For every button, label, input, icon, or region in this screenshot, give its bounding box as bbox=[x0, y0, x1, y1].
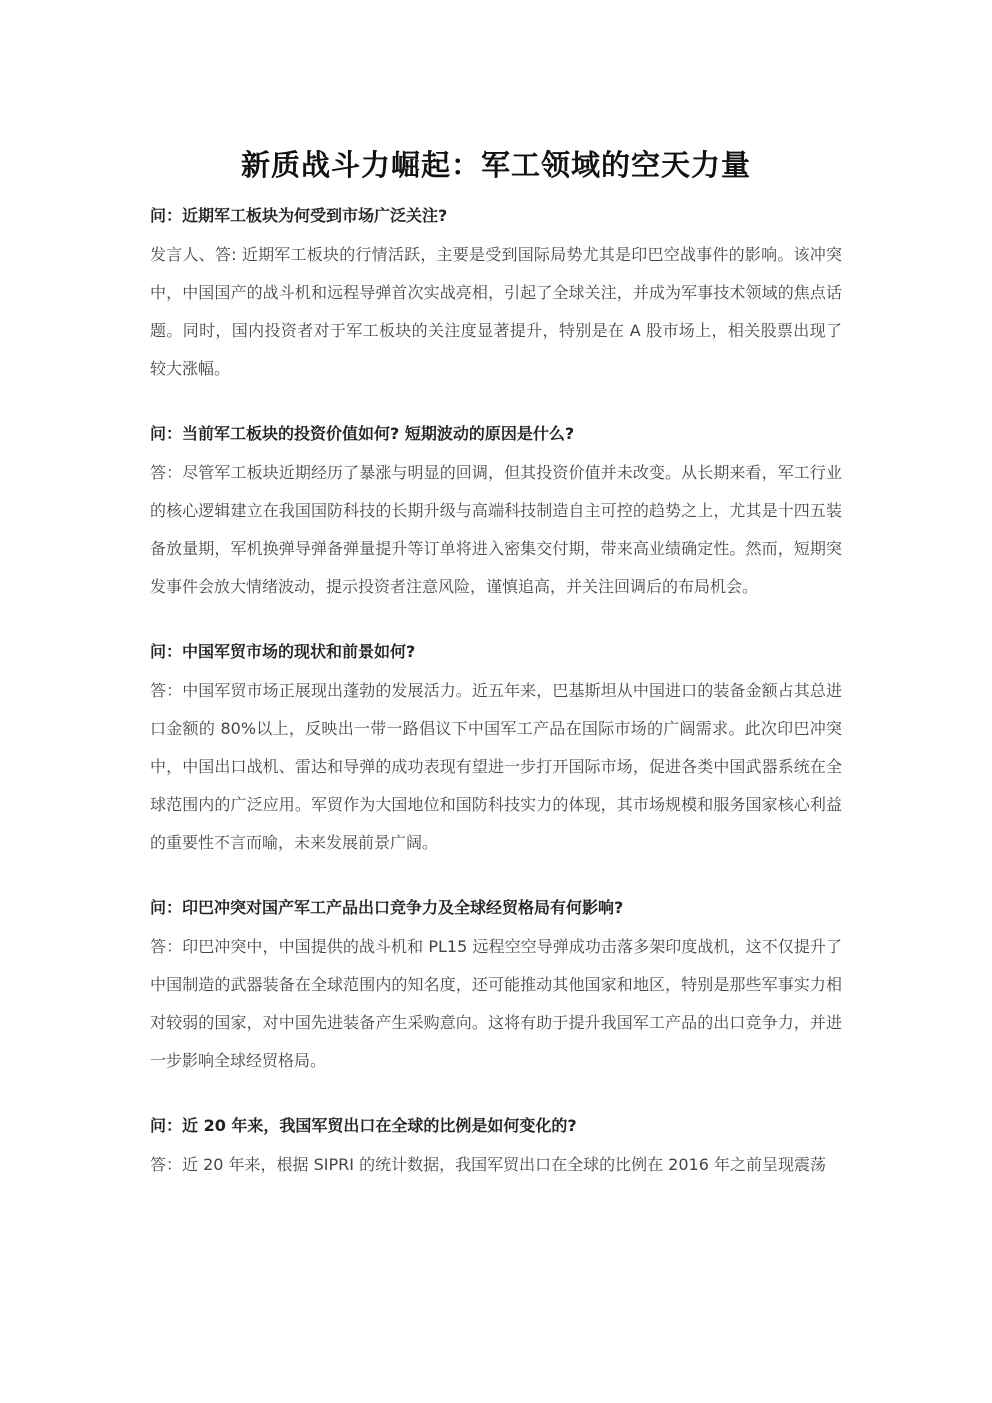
answer-text: 答：印巴冲突中，中国提供的战斗机和 PL15 远程空空导弹成功击落多架印度战机，这不仅提升了中国制造的武器装备在全球范围内的知名度，还可能推动其他国家和地区，特别是那些军事实力相对较弱的国家，对中国先进装备产生采购意向。这将有助于提升我国军工产品的出口竞争力，并进一步影响全球经贸格局。 bbox=[150, 937, 842, 1070]
question-text: 问：印巴冲突对国产军工产品出口竞争力及全球经贸格局有何影响? bbox=[150, 898, 624, 917]
question-text: 问：近 20 年来，我国军贸出口在全球的比例是如何变化的? bbox=[150, 1116, 577, 1135]
document-title: 新质战斗力崛起：军工领域的空天力量 bbox=[240, 148, 751, 182]
qa-item bbox=[150, 420, 842, 606]
answer-text: 发言人、答: 近期军工板块的行情活跃，主要是受到国际局势尤其是印巴空战事件的影响。该冲突中，中国国产的战斗机和远程导弹首次实战亮相，引起了全球关注，并成为军事技术领域的焦点话题。同时，国内投资者对于军工板块的关注度显著提升，特别是在 A 股市场上，相关股票出现了较大涨幅。 bbox=[150, 245, 842, 378]
question-text: 问：中国军贸市场的现状和前景如何? bbox=[150, 642, 416, 661]
answer-text: 答：中国军贸市场正展现出蓬勃的发展活力。近五年来，巴基斯坦从中国进口的装备金额占其总进口金额的 80%以上，反映出一带一路倡议下中国军工产品在国际市场的广阔需求。此次印巴冲突中，中国出口战机、雷达和导弹的成功表现有望进一步打开国际市场，促进各类中国武器系统在全球范围内的广泛应用。军贸作为大国地位和国防科技实力的体现，其市场规模和服务国家核心利益的重要性不言而喻，未来发展前景广阔。 bbox=[150, 681, 842, 852]
answer-text: 答：近 20 年来，根据 SIPRI 的统计数据，我国军贸出口在全球的比例在 2016 年之前呈现震荡 bbox=[150, 1155, 826, 1174]
qa-item bbox=[150, 1112, 842, 1184]
question-text: 问：当前军工板块的投资价值如何? 短期波动的原因是什么? bbox=[150, 424, 575, 443]
qa-item bbox=[150, 894, 842, 1080]
answer-text: 答：尽管军工板块近期经历了暴涨与明显的回调，但其投资价值并未改变。从长期来看，军工行业的核心逻辑建立在我国国防科技的长期升级与高端科技制造自主可控的趋势之上，尤其是十四五装备放量期，军机换弹导弹备弹量提升等订单将进入密集交付期，带来高业绩确定性。然而，短期突发事件会放大情绪波动，提示投资者注意风险，谨慎追高，并关注回调后的布局机会。 bbox=[150, 463, 842, 596]
qa-item bbox=[150, 202, 842, 388]
question-text: 问：近期军工板块为何受到市场广泛关注? bbox=[150, 206, 448, 225]
qa-list bbox=[150, 202, 842, 1216]
qa-item bbox=[150, 638, 842, 862]
